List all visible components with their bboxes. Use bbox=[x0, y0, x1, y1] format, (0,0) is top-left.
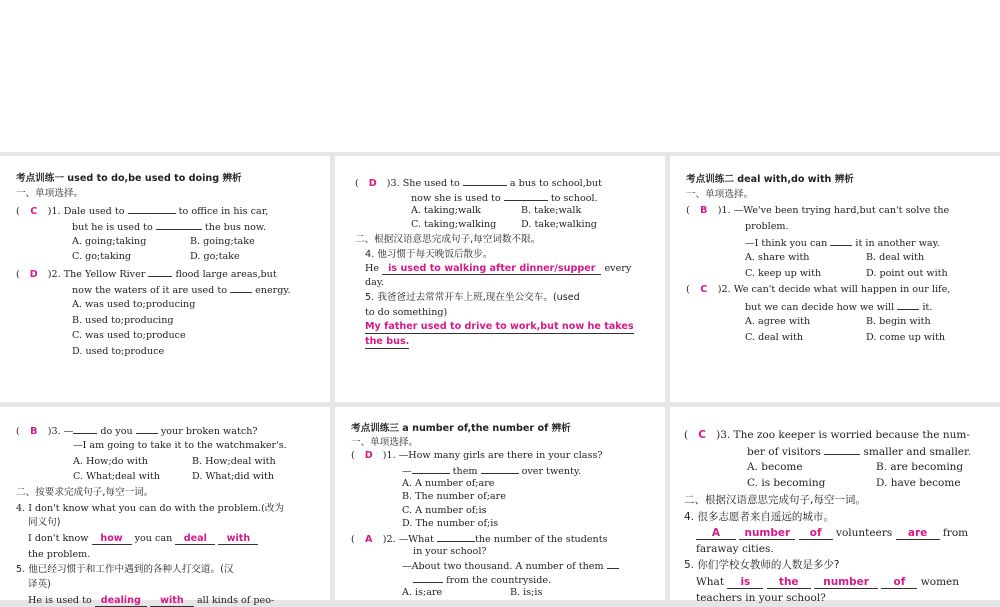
question-5-prompt-line2: 译英) bbox=[28, 579, 51, 590]
question-3-line2: ber of visitors smaller and smaller. bbox=[747, 446, 972, 458]
section-heading: 二、按要求完成句子,每空一词。 bbox=[16, 487, 154, 498]
option-d: D. take;walking bbox=[521, 219, 597, 230]
section-heading: 一、单项选择。 bbox=[351, 437, 419, 448]
question-5-prompt: 5. 他已经习惯于和工作中遇到的各种人打交道。(汉 bbox=[16, 564, 234, 575]
panel-used-to-continued bbox=[335, 156, 665, 402]
panel-deal-with-continued bbox=[0, 407, 330, 606]
option-b: B. How;deal with bbox=[192, 456, 276, 467]
question-4-answer-line: A number of volunteers are from bbox=[696, 527, 968, 540]
option-a: A. was used to;producing bbox=[72, 299, 196, 310]
question-5-prompt-line2: to do something) bbox=[365, 307, 448, 318]
question-4-prompt: 4. 他习惯于每天晚饭后散步。 bbox=[365, 249, 493, 260]
question-2-line2: but we can decide how we will it. bbox=[745, 302, 933, 313]
question-5-line2: teachers in your school? bbox=[696, 592, 826, 604]
panel-number-of bbox=[335, 407, 665, 600]
option-b: B. are becoming bbox=[876, 461, 964, 473]
answer-mark: D bbox=[29, 269, 38, 280]
question-1-line2: problem. bbox=[745, 221, 789, 232]
option-a: A. become bbox=[747, 461, 803, 473]
question-5-answer-line: He is used to dealing with all kinds of peo- bbox=[28, 595, 275, 606]
panel-number-of-continued bbox=[670, 407, 1000, 604]
question-5-prompt: 5. 我爸爸过去常常开车上班,现在坐公交车。(used bbox=[365, 292, 580, 303]
option-c: C. A number of;is bbox=[402, 505, 487, 516]
answer-mark: C bbox=[700, 284, 708, 295]
option-d: D. What;did with bbox=[192, 471, 275, 482]
option-d: D. point out with bbox=[866, 268, 948, 279]
section-heading: 一、单项选择。 bbox=[16, 188, 84, 199]
option-c: C. is becoming bbox=[747, 477, 826, 489]
question-5-prompt: 5. 你们学校女教师的人数是多少? bbox=[684, 559, 840, 571]
question-4-prompt: 4. 很多志愿者来自遥远的城市。 bbox=[684, 511, 834, 523]
question-1: ( C )1. Dale used to to office in his car, bbox=[16, 206, 269, 217]
question-2-line3: —About two thousand. A number of them bbox=[402, 559, 619, 573]
option-a: A. A number of;are bbox=[402, 478, 495, 489]
question-4-line2: the problem. bbox=[28, 549, 91, 560]
option-d: D. come up with bbox=[866, 332, 946, 343]
question-4-answer-line: I don't know how you can deal with bbox=[28, 533, 258, 545]
option-b: B. The number of;are bbox=[402, 491, 506, 502]
option-a: A. going;taking bbox=[72, 236, 147, 247]
question-5-answer-line: What is the number of women bbox=[696, 576, 960, 588]
answer-mark: C bbox=[698, 429, 706, 441]
option-d: D. have become bbox=[876, 477, 961, 489]
option-d: D. The number of;is bbox=[402, 518, 499, 529]
option-b: B. going;take bbox=[190, 236, 255, 247]
panel-deal-with bbox=[670, 156, 1000, 402]
option-c: C. keep up with bbox=[745, 268, 822, 279]
question-3: ( D )3. She used to a bus to school,but bbox=[355, 178, 602, 189]
answer-mark: D bbox=[364, 450, 373, 461]
answer-mark: B bbox=[700, 205, 708, 216]
blank-header-area bbox=[0, 0, 1000, 152]
question-1-line2: but he is used to the bus now. bbox=[72, 222, 267, 233]
option-a: A. agree with bbox=[745, 316, 811, 327]
question-1-line2: — them over twenty. bbox=[402, 466, 582, 477]
option-d: D. go;take bbox=[190, 251, 240, 262]
option-b: B. deal with bbox=[866, 252, 925, 263]
option-b: B. used to;producing bbox=[72, 315, 174, 326]
answer-text: is used to walking after dinner/supper bbox=[382, 263, 601, 275]
option-a: A. How;do with bbox=[73, 456, 148, 467]
option-b: B. is;is bbox=[510, 587, 543, 598]
question-2-line2: in your school? bbox=[413, 546, 487, 557]
panel-title: 考点训练二 deal with,do with 辨析 bbox=[686, 174, 854, 185]
question-2-line2: now the waters of it are used to energy. bbox=[72, 285, 291, 296]
question-1: ( B )1. —We've been trying hard,but can't solve the bbox=[686, 205, 950, 216]
section-heading: 二、根据汉语意思完成句子,每空一词。 bbox=[684, 494, 866, 506]
option-b: B. take;walk bbox=[521, 205, 582, 216]
question-1: ( D )1. —How many girls are there in your class? bbox=[351, 450, 603, 461]
option-a: A. taking;walk bbox=[411, 205, 481, 216]
question-2: ( C )2. We can't decide what will happen in our life, bbox=[686, 284, 951, 295]
answer-text: My father used to drive to work,but now he takes bbox=[365, 321, 634, 332]
answer-mark: D bbox=[368, 178, 377, 189]
option-c: C. What;deal with bbox=[73, 471, 160, 482]
question-2: ( D )2. The Yellow River flood large areas,but bbox=[16, 269, 277, 280]
panel-title: 考点训练三 a number of,the number of 辨析 bbox=[351, 423, 571, 434]
section-heading: 二、根据汉语意思完成句子,每空词数不限。 bbox=[355, 234, 541, 245]
question-2-line4: from the countryside. bbox=[413, 573, 551, 587]
panel-title: 考点训练一 used to do,be used to doing 辨析 bbox=[16, 173, 242, 184]
question-3: ( C )3. The zoo keeper is worried because the num- bbox=[684, 429, 970, 441]
option-c: C. was used to;produce bbox=[72, 330, 186, 341]
question-4-answer-line: He is used to walking after dinner/supper every bbox=[365, 263, 632, 274]
option-a: A. share with bbox=[745, 252, 810, 263]
option-c: C. deal with bbox=[745, 332, 804, 343]
question-3-line2: now she is used to to school. bbox=[411, 193, 598, 204]
panel-used-to bbox=[0, 156, 330, 402]
option-b: B. begin with bbox=[866, 316, 931, 327]
option-d: D. used to;produce bbox=[72, 346, 165, 357]
question-3: ( B )3. — do you your broken watch? bbox=[16, 426, 258, 437]
answer-text: the bus. bbox=[365, 336, 410, 347]
question-4-line2: day. bbox=[365, 277, 385, 288]
question-4-prompt-line2: 同义句) bbox=[28, 517, 61, 528]
answer-mark: C bbox=[30, 206, 38, 217]
question-4-line2: faraway cities. bbox=[696, 543, 774, 555]
section-heading: 一、单项选择。 bbox=[686, 189, 754, 200]
answer-mark: B bbox=[30, 426, 38, 437]
answer-mark: A bbox=[365, 534, 373, 545]
option-c: C. go;taking bbox=[72, 251, 132, 262]
question-1-line3: —I think you can it in another way. bbox=[745, 238, 940, 249]
question-2: ( A )2. —What the number of the students bbox=[351, 534, 608, 545]
option-c: C. taking;walking bbox=[411, 219, 497, 230]
question-4-prompt: 4. I don't know what you can do with the problem.(改为 bbox=[16, 503, 285, 514]
question-3-line2: —I am going to take it to the watchmaker's. bbox=[73, 440, 287, 451]
option-a: A. is;are bbox=[402, 587, 443, 598]
